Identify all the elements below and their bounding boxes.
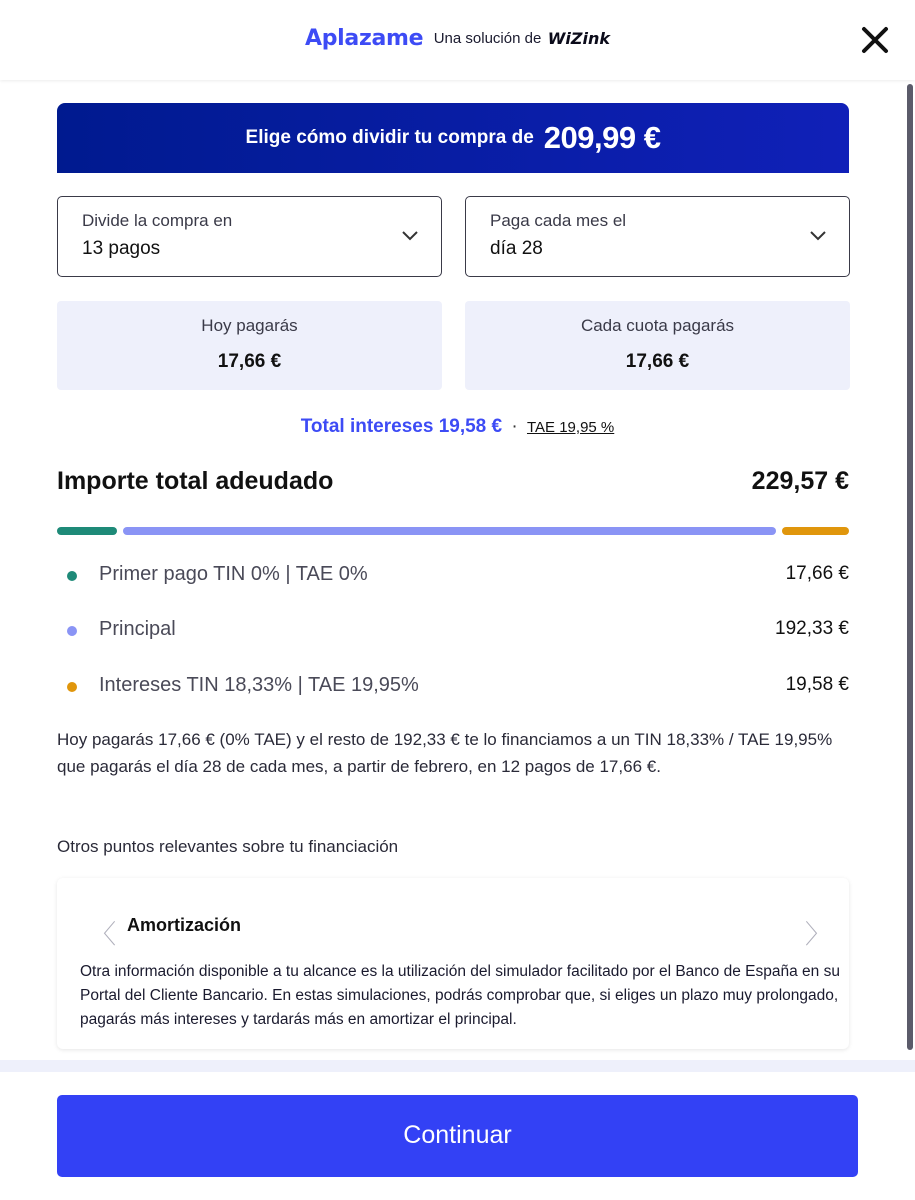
payday-select[interactable] xyxy=(465,196,850,277)
purchase-amount: 209,99 € xyxy=(543,120,661,155)
principal-segment xyxy=(123,527,776,535)
financing-description: Hoy pagarás 17,66 € (0% TAE) y el resto de 192,33 € te lo financiamos a un TIN 18,33% / TAE 19,95% que pagarás el día 28 de cada mes, a partir de febrero, en 12 pagos de 17,66 €. xyxy=(57,730,833,776)
installments-value: 13 pagos xyxy=(82,238,161,259)
total-due-label: Importe total adeudado xyxy=(57,467,334,495)
legend-dot xyxy=(67,626,77,636)
legend-principal xyxy=(67,616,849,646)
total-due-value: 229,57 € xyxy=(751,467,849,495)
header xyxy=(0,0,915,80)
today-payment-label: Hoy pagarás xyxy=(201,316,298,335)
today-payment-value: 17,66 € xyxy=(217,351,282,372)
breakdown-bar xyxy=(57,527,849,535)
interest-segment xyxy=(782,527,849,535)
legend-label: Principal xyxy=(99,618,176,640)
installments-select[interactable] xyxy=(57,196,442,277)
legend-label: Primer pago TIN 0% | TAE 0% xyxy=(99,563,368,585)
aplazame-logo[interactable]: Aplazame xyxy=(305,26,424,51)
footer-divider xyxy=(0,1060,915,1072)
interest-summary xyxy=(0,416,915,438)
payday-label: Paga cada mes el xyxy=(490,211,627,230)
solution-text: Una solución de xyxy=(433,30,542,47)
today-payment-box xyxy=(57,301,442,390)
continue-button[interactable]: Continuar xyxy=(57,1095,858,1177)
legend-value: 19,58 € xyxy=(785,674,849,695)
banner-text: Elige cómo dividir tu compra de xyxy=(245,127,534,148)
legend-interest xyxy=(67,672,849,702)
total-due-row xyxy=(57,467,849,503)
chevron-left-icon[interactable]: 〈 xyxy=(90,920,117,950)
info-carousel-card xyxy=(57,878,849,1049)
separator: · xyxy=(511,416,518,437)
chevron-down-icon xyxy=(401,229,419,241)
legend-first-payment xyxy=(67,561,849,591)
wizink-logo: WiZink xyxy=(547,29,610,48)
card-title: Amortización xyxy=(127,915,242,935)
installments-label: Divide la compra en xyxy=(82,211,233,230)
legend-label: Intereses TIN 18,33% | TAE 19,95% xyxy=(99,674,419,696)
other-points-heading: Otros puntos relevantes sobre tu financiación xyxy=(57,837,399,856)
legend-value: 17,66 € xyxy=(785,563,849,584)
chevron-down-icon xyxy=(809,229,827,241)
first-payment-segment xyxy=(57,527,117,535)
legend-dot xyxy=(67,682,77,692)
payday-value: día 28 xyxy=(490,238,543,259)
purchase-banner xyxy=(57,103,849,173)
legend-value: 192,33 € xyxy=(775,618,849,639)
tae-link[interactable]: TAE 19,95 % xyxy=(526,419,615,436)
installment-payment-label: Cada cuota pagarás xyxy=(580,316,735,335)
total-interest: Total intereses 19,58 € xyxy=(300,416,503,437)
legend-dot xyxy=(67,571,77,581)
close-icon[interactable] xyxy=(857,22,893,58)
installment-payment-value: 17,66 € xyxy=(625,351,690,372)
chevron-right-icon[interactable]: 〉 xyxy=(804,920,831,950)
scrollbar[interactable] xyxy=(907,84,913,1050)
card-text: Otra información disponible a tu alcance es la utilización del simulador facilitado por el Banco de España en su Portal del Cliente Bancario. En estas simulaciones, podrás comprobar que, si eliges un plazo muy prolongado, pagarás más intereses y tardarás más en amortizar el principal. xyxy=(80,963,840,1028)
installment-payment-box xyxy=(465,301,850,390)
brand xyxy=(0,26,915,51)
